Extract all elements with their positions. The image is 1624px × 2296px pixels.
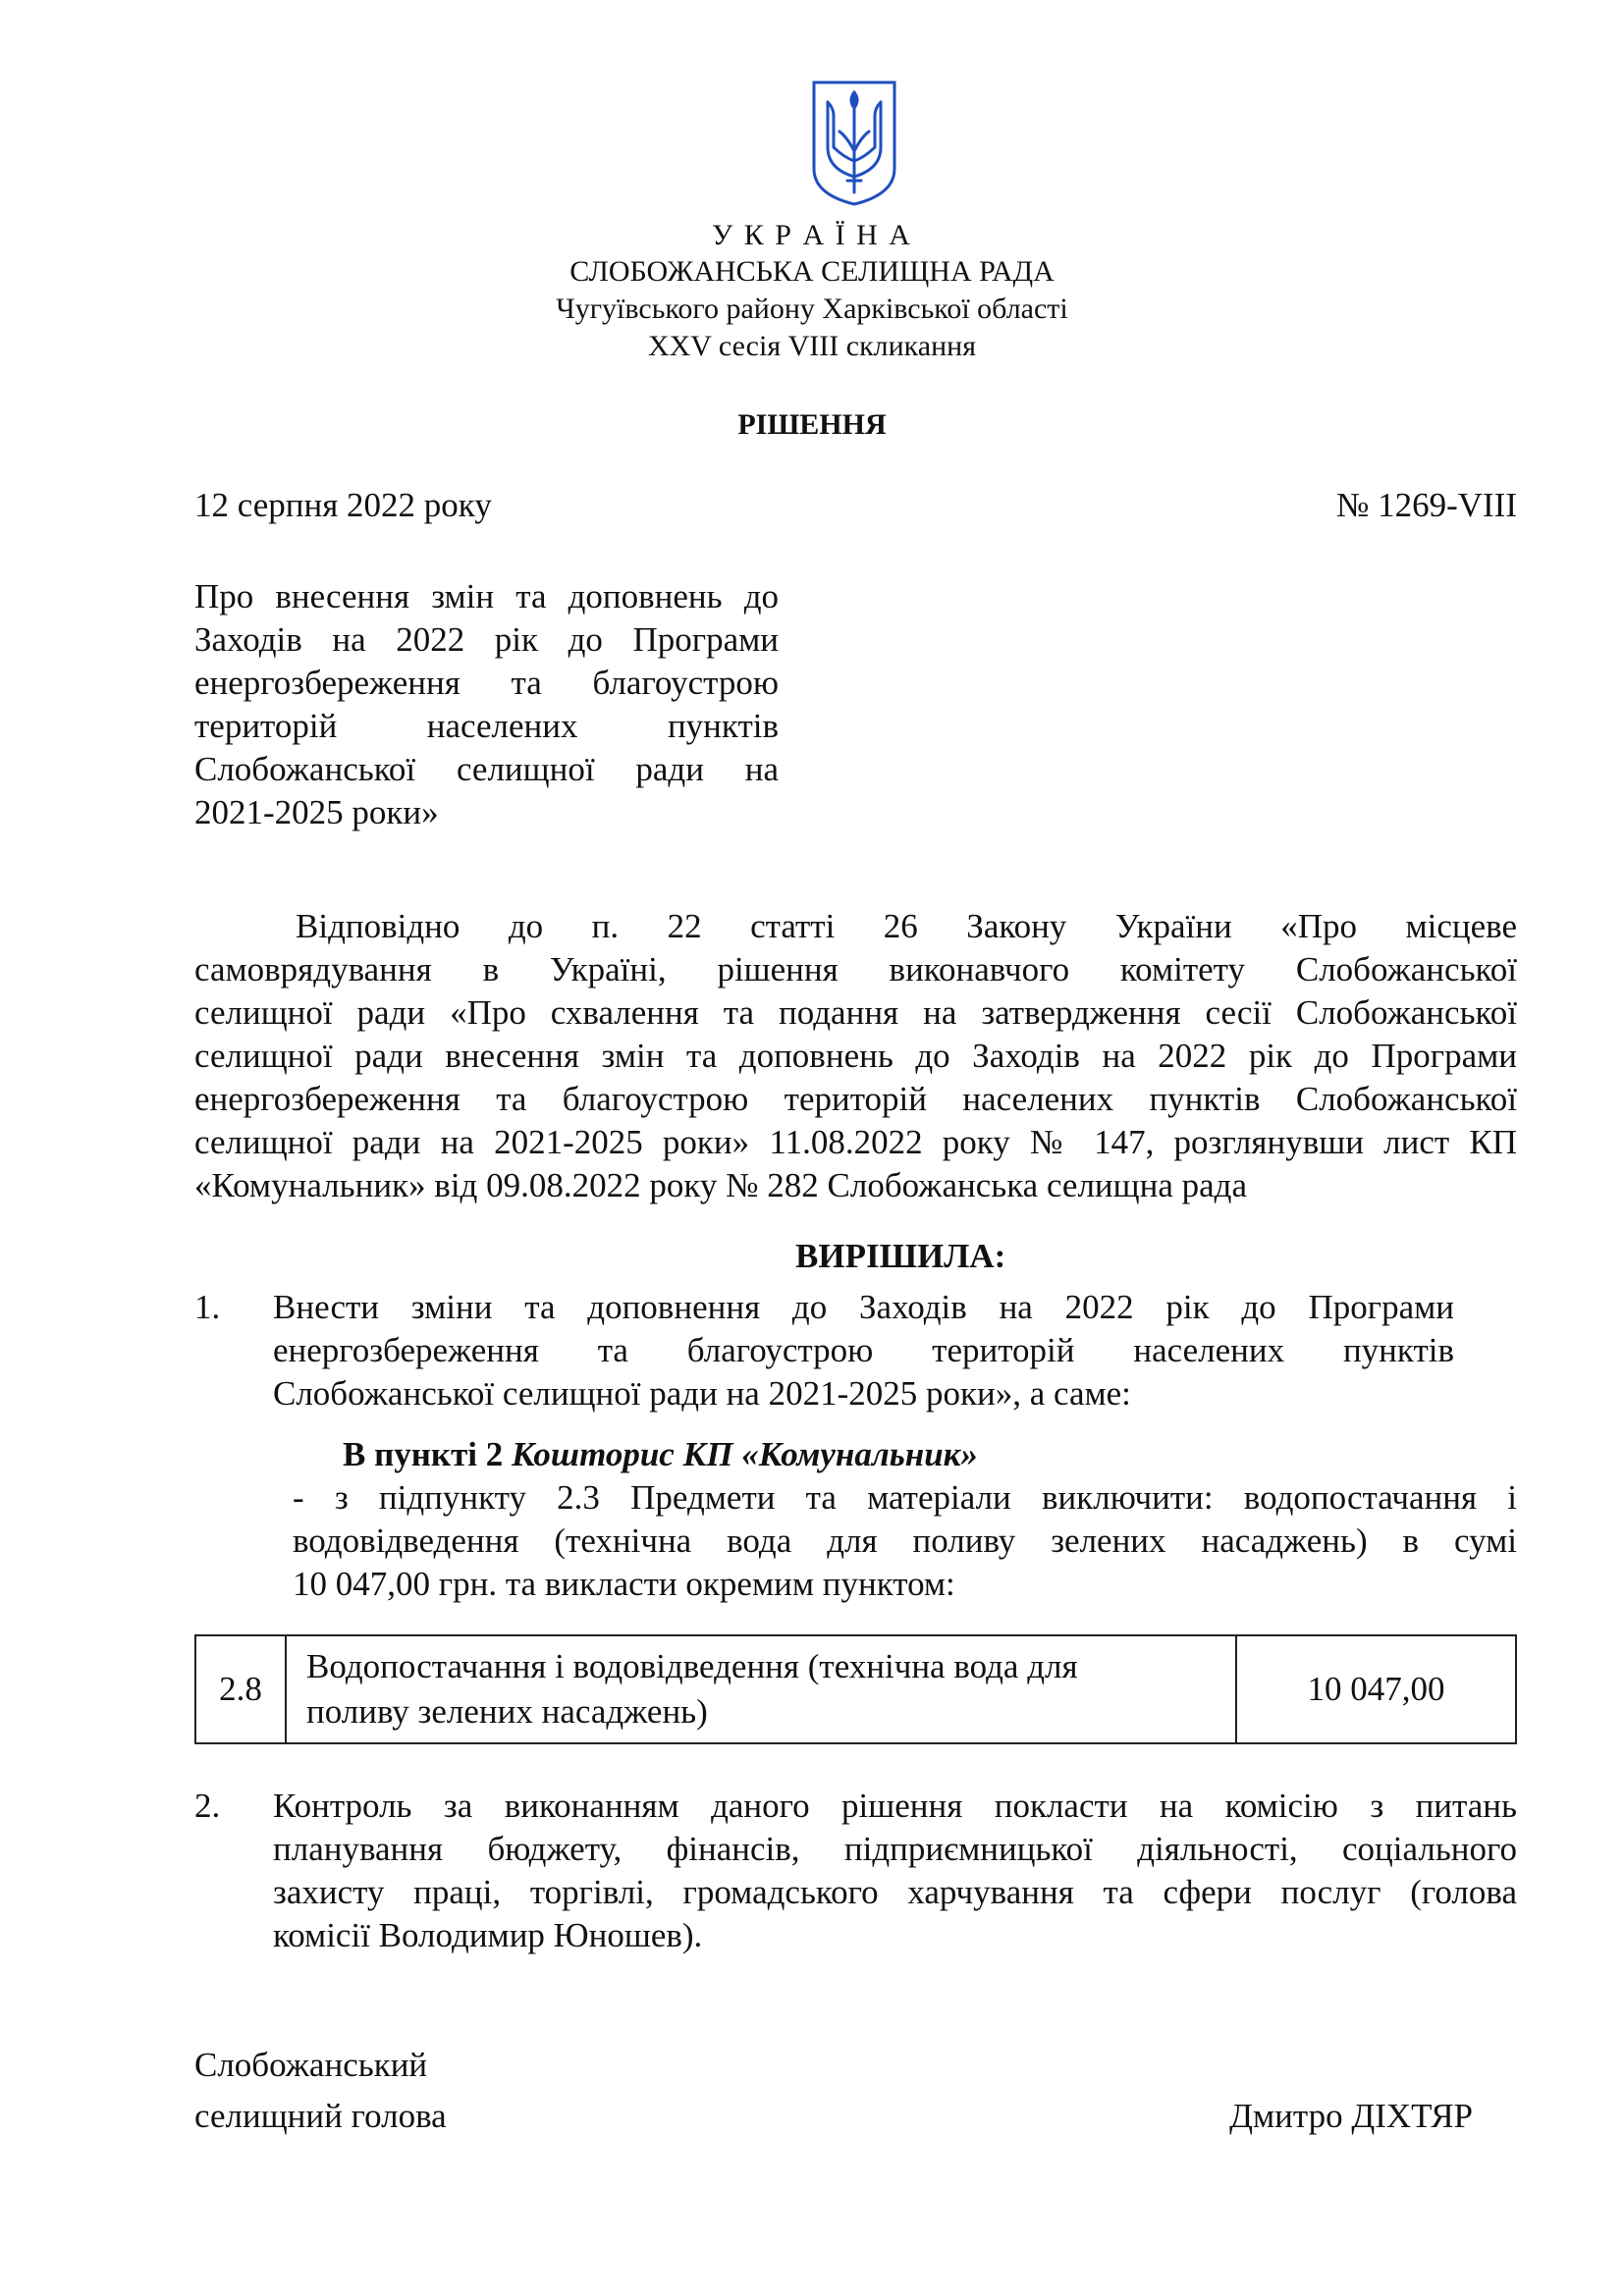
item-1-line: енергозбереження та благоустрою територій населених пунктів <box>273 1331 1454 1369</box>
session-heading: XXV сесія VIII скликання <box>647 330 977 362</box>
signatory-title-line2: селищний голова <box>194 2097 447 2135</box>
item-1-detail <box>293 1476 1517 1606</box>
decision-date: 12 серпня 2022 року <box>194 486 492 524</box>
signatory-title-line1: Слобожанський <box>194 2046 428 2084</box>
ukraine-trident-icon <box>810 79 898 208</box>
item-1-line: Внести зміни та доповнення до Заходів на 2022 рік до Програми <box>273 1288 1454 1326</box>
subject-line: територій населених пунктів <box>194 707 779 745</box>
preamble-line: селищної ради внесення змін та доповнень до Заходів на 2022 рік до Програми <box>194 1037 1517 1075</box>
country-heading: У К Р А Ї Н А <box>712 219 912 251</box>
preamble-line: самоврядування в Україні, рішення виконавчого комітету Слобожанської <box>194 950 1517 988</box>
preamble-paragraph <box>194 905 1517 1207</box>
item-2-line: комісії Володимир Юношев). <box>273 1916 703 1954</box>
item-2-line: Контроль за виконанням даного рішення покласти на комісію з питань <box>273 1787 1517 1825</box>
subject-line: енергозбереження та благоустрою <box>194 664 779 702</box>
document-type: РІШЕННЯ <box>737 408 887 441</box>
preamble-line: «Комунальник» від 09.08.2022 року № 282 Слобожанська селищна рада <box>194 1166 1247 1204</box>
detail-line: водовідведення (технічна вода для поливу зелених насаджень) в сумі <box>293 1522 1517 1560</box>
preamble-line: Відповідно до п. 22 статті 26 Закону України «Про місцеве <box>296 907 1517 945</box>
preamble-line: селищної ради на 2021-2025 роки» 11.08.2022 року № 147, розглянувши лист КП <box>194 1123 1517 1161</box>
item-2-line: планування бюджету, фінансів, підприємницької діяльності, соціального <box>273 1830 1517 1868</box>
table-row <box>195 1635 1516 1743</box>
subject-line: Заходів на 2022 рік до Програми <box>194 620 779 659</box>
decision-subject <box>194 575 779 834</box>
amount-table <box>194 1634 1517 1744</box>
table-cell-amount: 10 047,00 <box>1236 1635 1516 1743</box>
preamble-line: енергозбереження та благоустрою територій населених пунктів Слобожанської <box>194 1080 1517 1118</box>
item-1-subheading <box>343 1433 978 1476</box>
item-1-number: 1. <box>194 1288 221 1326</box>
signatory-name: Дмитро ДІХТЯР <box>1229 2097 1473 2135</box>
subheading-italic: Кошторис КП «Комунальник» <box>512 1435 978 1473</box>
description-line: Водопостачання і водовідведення (технічна вода для <box>306 1647 1078 1685</box>
subheading-bold: В пункті 2 <box>343 1435 513 1473</box>
item-2-line: захисту праці, торгівлі, громадського харчування та сфери послуг (голова <box>273 1873 1517 1911</box>
preamble-line: селищної ради «Про схвалення та подання на затвердження сесії Слобожанської <box>194 993 1517 1032</box>
item-1-text <box>273 1286 1454 1415</box>
district-heading: Чугуївського району Харківської області <box>556 293 1068 325</box>
table-cell-description <box>286 1635 1236 1743</box>
item-1-line: Слобожанської селищної ради на 2021-2025 роки», а саме: <box>273 1374 1131 1413</box>
table-cell-code: 2.8 <box>195 1635 286 1743</box>
subject-line: Слобожанської селищної ради на <box>194 750 779 788</box>
description-line: поливу зелених насаджень) <box>306 1692 708 1731</box>
council-heading: СЛОБОЖАНСЬКА СЕЛИЩНА РАДА <box>569 255 1055 288</box>
detail-line: 10 047,00 грн. та викласти окремим пунктом: <box>293 1565 955 1603</box>
item-2-number: 2. <box>194 1787 221 1825</box>
detail-line: - з підпункту 2.3 Предмети та матеріали виключити: водопостачання і <box>293 1478 1517 1517</box>
item-2-text <box>273 1785 1517 1957</box>
subject-line: 2021-2025 роки» <box>194 793 439 831</box>
subject-line: Про внесення змін та доповнень до <box>194 577 779 615</box>
decision-number: № 1269-VIII <box>1335 486 1517 524</box>
resolved-heading: ВИРІШИЛА: <box>795 1237 1006 1275</box>
